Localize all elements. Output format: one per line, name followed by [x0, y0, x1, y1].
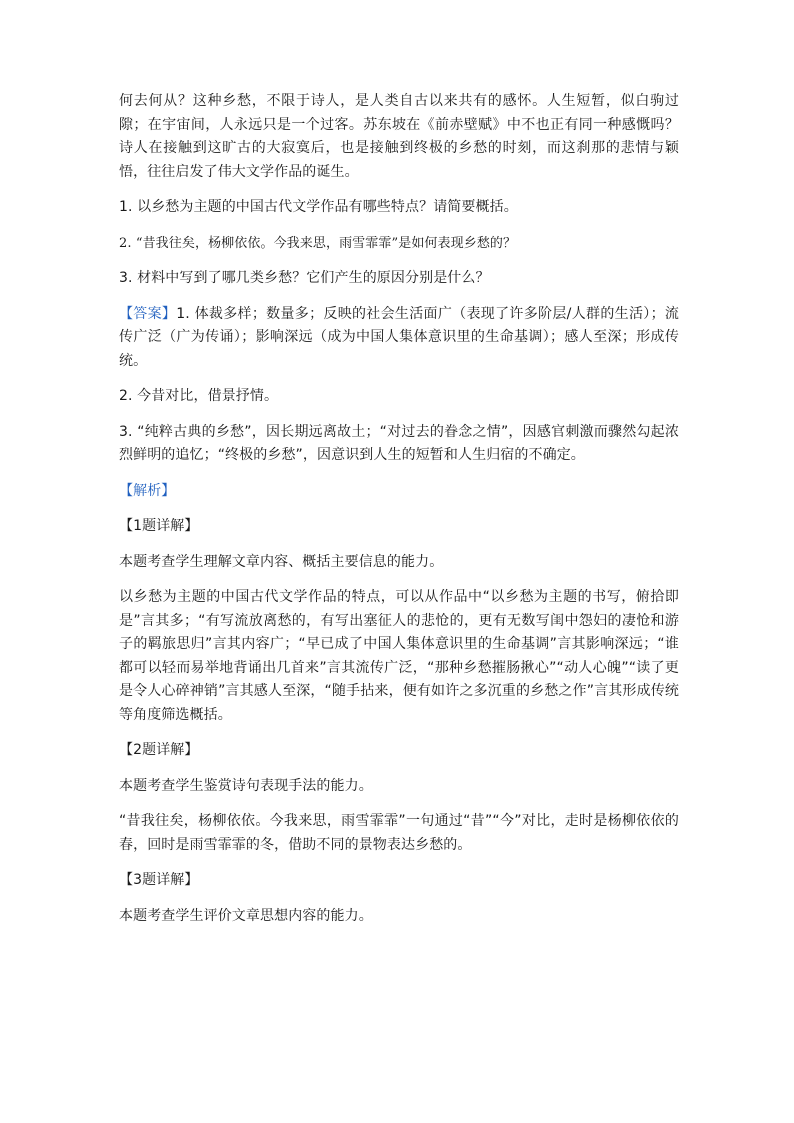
detail-1-body: 以乡愁为主题的中国古代文学作品的特点，可以从作品中“以乡愁为主题的书写，俯拾即是”言其多；“有写流放离愁的，有写出塞征人的悲怆的，更有无数写闺中怨妇的凄怆和游子的羁旅思归”言其内容广；“早已成了中国人集体意识里的生命基调”言其影响深远；“谁都可以轻而易举地背诵出几首来”言其流传广泛，“那种乡愁摧肠揪心”“动人心魄”“读了更是令人心碎神销”言其感人至深，“随手拈来，便有如许之多沉重的乡愁之作”言其形成传统等角度筛选概括。	[119, 589, 679, 723]
answer-item-3: 3. “纯粹古典的乡愁”，因长期远离故土；“对过去的眷念之情”，因感官刺激而骤然勾起浓烈鲜明的追忆；“终极的乡愁”，因意识到人生的短暂和人生归宿的不确定。	[119, 423, 679, 463]
intro-paragraph: 何去何从？这种乡愁，不限于诗人，是人类自古以来共有的感怀。人生短暂，似白驹过隙；在宇宙间，人永远只是一个过客。苏东坡在《前赤壁赋》中不也正有同一种感慨吗？诗人在接触到这旷古的大寂寞后，也是接触到终极的乡愁的时刻，而这刹那的悲情与颖悟，往往启发了伟大文学作品的诞生。	[119, 93, 679, 180]
detail-2-summary: 本题考查学生鉴赏诗句表现手法的能力。	[119, 777, 373, 794]
question-1: 1. 以乡愁为主题的中国古代文学作品有哪些特点？请简要概括。	[119, 199, 518, 215]
analysis-label: 【解析】	[119, 482, 176, 499]
question-3: 3. 材料中写到了哪几类乡愁？它们产生的原因分别是什么？	[119, 270, 490, 286]
detail-1-heading: 【1题详解】	[119, 518, 199, 534]
answer-label: 【答案】	[119, 305, 177, 322]
document-content	[119, 90, 679, 928]
answer-item-1-text: 1. 体裁多样；数量多；反映的社会生活面广（表现了许多阶层/人群的生活）；流传广泛（广为传诵）；影响深远（成为中国人集体意识里的生命基调）；感人至深；形成传统。	[119, 305, 679, 369]
question-2: 2. “昔我往矣，杨柳依依。今我来思，雨雪霏霏”是如何表现乡愁的？	[119, 235, 517, 251]
detail-3-summary: 本题考查学生评价文章思想内容的能力。	[119, 907, 373, 924]
detail-3-heading: 【3题详解】	[119, 872, 199, 888]
detail-2-heading: 【2题详解】	[119, 742, 199, 758]
detail-1-summary: 本题考查学生理解文章内容、概括主要信息的能力。	[119, 553, 444, 570]
answer-item-1	[119, 303, 679, 374]
answer-item-2: 2. 今昔对比，借景抒情。	[119, 388, 279, 404]
detail-2-body: “昔我往矣，杨柳依依。今我来思，雨雪霏霏”一句通过“昔”“今”对比，走时是杨柳依依的春，回时是雨雪霏霏的冬，借助不同的景物表达乡愁的。	[119, 813, 679, 853]
